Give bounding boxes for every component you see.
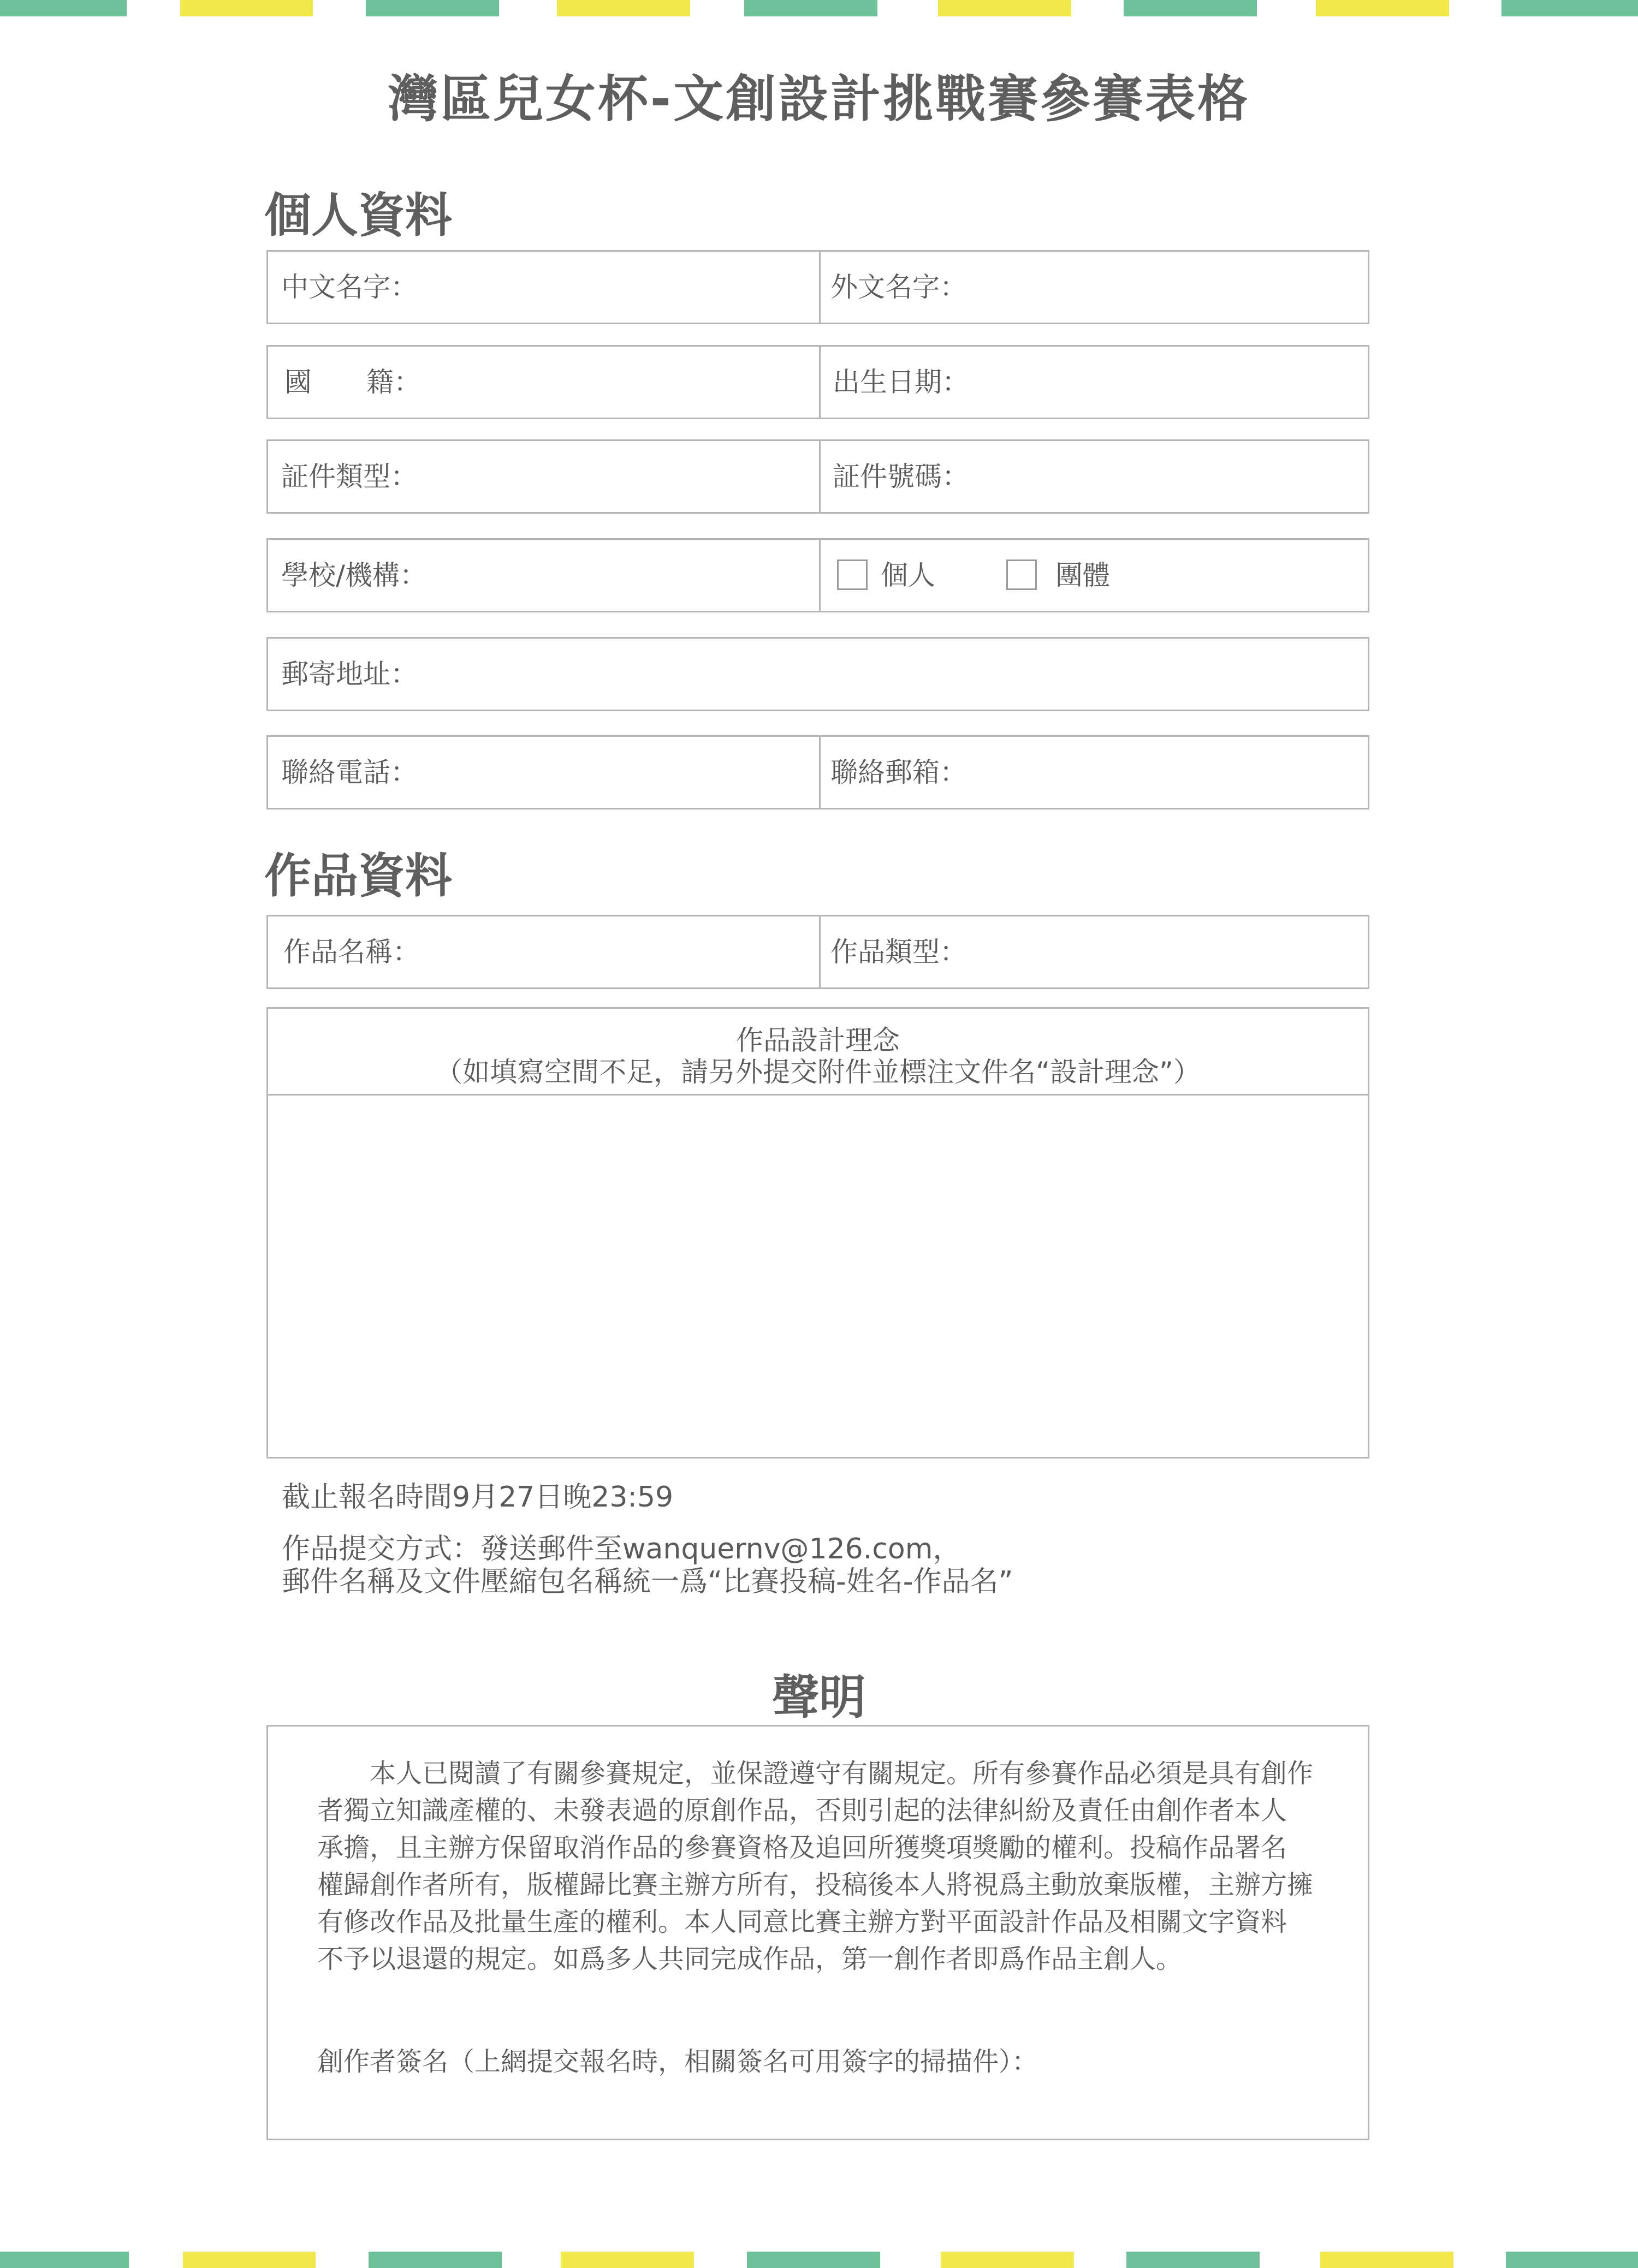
group-checkbox[interactable]	[1006, 559, 1037, 590]
work-row	[266, 915, 1369, 989]
phone-label: 聯絡電話：	[281, 757, 418, 788]
school-row	[266, 538, 1369, 612]
declaration-line-3: 承擔，且主辦方保留取消作品的參賽資格及追回所獲獎項獎勵的權利。投稿作品署名	[317, 1832, 1287, 1863]
submission-note-line1: 作品提交方式：發送郵件至wanquernv@126.com，	[282, 1533, 962, 1565]
nationality-label: 國 籍：	[284, 366, 421, 398]
individual-checkbox[interactable]	[837, 559, 868, 590]
design-concept-note: （如填寫空間不足，請另外提交附件並標注文件名“設計理念”）	[435, 1056, 1201, 1088]
declaration-line-4: 權歸創作者所有，版權歸比賽主辦方所有，投稿後本人將視爲主動放棄版權，主辦方擁	[317, 1870, 1314, 1900]
individual-label: 個人	[881, 559, 935, 591]
id-number-label: 証件號碼：	[833, 461, 969, 492]
contact-row	[266, 735, 1369, 809]
design-concept-header	[266, 1007, 1369, 1096]
id-row	[266, 439, 1369, 514]
declaration-line-2: 者獨立知識產權的、未發表過的原創作品，否則引起的法律糾紛及責任由創作者本人	[317, 1795, 1287, 1826]
design-concept-title: 作品設計理念	[736, 1025, 900, 1056]
deadline-note: 截止報名時間9月27日晚23:59	[282, 1481, 674, 1514]
signature-label: 創作者簽名（上網提交報名時，相關簽名可用簽字的掃描件）：	[317, 2046, 1038, 2077]
work-info-heading: 作品資料	[264, 849, 452, 903]
declaration-line-5: 有修改作品及批量生產的權利。本人同意比賽主辦方對平面設計作品及相關文字資料	[317, 1907, 1287, 1937]
group-label: 團體	[1055, 559, 1110, 591]
nationality-row	[266, 345, 1369, 419]
foreign-name-label: 外文名字：	[830, 271, 967, 303]
submission-note-line2: 郵件名稱及文件壓縮包名稱統一爲“比賽投稿-姓名-作品名”	[282, 1565, 1013, 1598]
school-label: 學校/機構：	[281, 559, 427, 591]
declaration-line-6: 不予以退還的規定。如爲多人共同完成作品，第一創作者即爲作品主創人。	[317, 1944, 1183, 1974]
email-label: 聯絡郵箱：	[830, 757, 967, 788]
design-concept-area[interactable]	[266, 1094, 1369, 1459]
declaration-line-1: 本人已閱讀了有關參賽規定，並保證遵守有關規定。所有參賽作品必須是具有創作	[317, 1758, 1314, 1789]
id-type-label: 証件類型：	[281, 461, 418, 492]
personal-info-heading: 個人資料	[264, 188, 452, 243]
declaration-heading: 聲明	[772, 1670, 866, 1725]
work-type-label: 作品類型：	[830, 936, 967, 968]
name-row	[266, 250, 1369, 324]
address-row	[266, 637, 1369, 711]
bottom-decorative-stripe	[0, 2252, 1638, 2268]
address-label: 郵寄地址：	[281, 658, 418, 690]
form-title: 灣區兒女杯-文創設計挑戰賽參賽表格	[388, 70, 1250, 128]
birth-date-label: 出生日期：	[833, 366, 969, 398]
top-decorative-stripe	[0, 0, 1638, 16]
work-name-label: 作品名稱：	[283, 936, 420, 968]
declaration-box	[266, 1725, 1369, 2140]
chinese-name-label: 中文名字：	[281, 271, 418, 303]
